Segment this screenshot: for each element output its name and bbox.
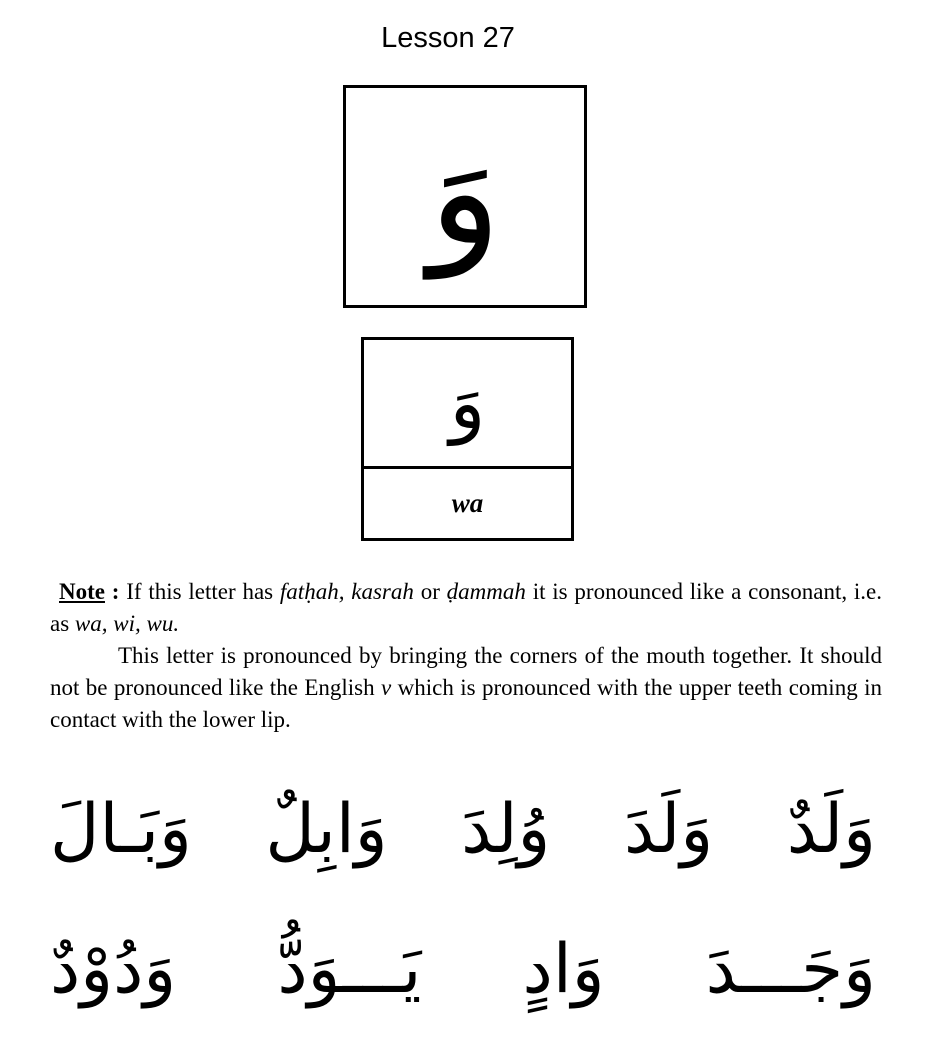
letter-small: وَ bbox=[449, 360, 486, 446]
word: وُلِدَ bbox=[461, 790, 551, 869]
note-label: Note bbox=[59, 579, 105, 604]
word: وَلَدٌ bbox=[786, 790, 876, 869]
word: وَجَـــدَ bbox=[705, 930, 876, 1009]
transliteration: wa bbox=[451, 488, 484, 518]
letter-small-cell bbox=[364, 340, 571, 469]
word: وَادٍ bbox=[522, 930, 605, 1009]
lesson-title: Lesson 27 bbox=[381, 22, 515, 54]
term-fathah: fatḥah, bbox=[279, 579, 345, 604]
term-kasrah: kasrah bbox=[351, 579, 414, 604]
word: وَدُوْدٌ bbox=[50, 930, 177, 1009]
word: وَبَـالَ bbox=[50, 790, 192, 869]
note-paragraph-1: Note : If this letter has fatḥah, kasrah or ḍammah it is pronounced like a consonant, i.e. as wa, wi, wu. bbox=[50, 579, 882, 636]
term-dammah: ḍammah bbox=[446, 579, 526, 604]
letter-card-large bbox=[343, 85, 587, 308]
letter-card-small bbox=[361, 337, 574, 541]
word-row-2 bbox=[40, 910, 886, 1030]
note-block bbox=[50, 576, 882, 736]
note-paragraph-2: This letter is pronounced by bringing the corners of the mouth together. It should not be pronounced like the English v which is pronounced with the upper teeth coming in contact with the lower lip. bbox=[50, 643, 882, 732]
note-text: If this letter has bbox=[119, 579, 280, 604]
note-colon: : bbox=[104, 579, 120, 604]
word: وَلَدَ bbox=[623, 790, 714, 869]
sound-examples: wa, wi, wu. bbox=[74, 611, 180, 636]
english-v: v bbox=[381, 675, 392, 700]
word: وَابِلٌ bbox=[265, 790, 388, 869]
word-row-1 bbox=[40, 770, 886, 890]
letter-large: وَ bbox=[428, 104, 502, 279]
word: يَـــوَدُّ bbox=[277, 930, 422, 1009]
